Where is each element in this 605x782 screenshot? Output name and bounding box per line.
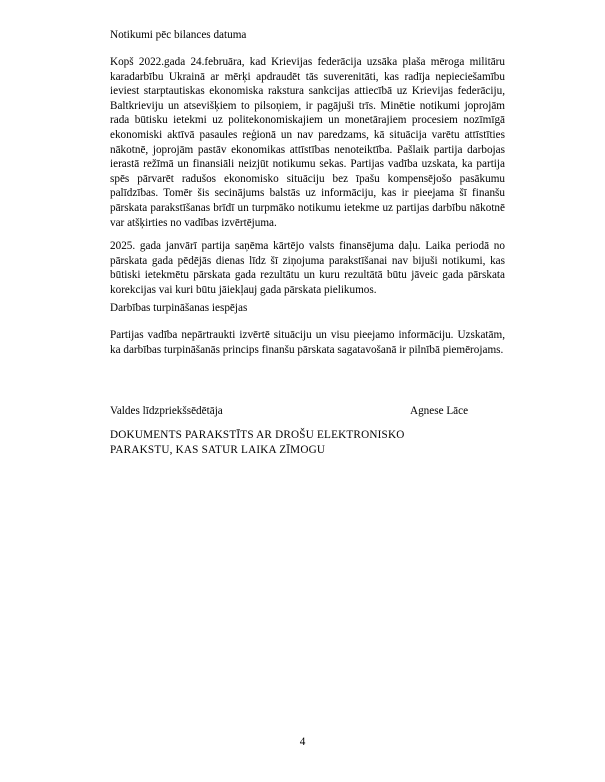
page-number: 4 — [299, 736, 306, 748]
events-paragraph-1: Kopš 2022.gada 24.februāra, kad Krievijas federācija uzsāka plaša mēroga militāru karadarbību Ukrainā ar mērķi apdraudēt tās suverenitāti, kas radīja nepieciešamību ieviest starptautiskas ekonomiska rakstura sankcijas attiecībā uz Krievijas federāciju, Baltkrieviju un atsevišķiem to pilsoņiem, ir pagājuši trīs. Minētie notikumi joprojām rada būtisku ietekmi uz politekonomiskajiem un monetārajiem procesiem nozīmīgā ekonomiski aktīvā pasaules reģionā un nav paredzams, kā situācija varētu attīstīties nākotnē, joprojām pastāv ekonomikas attīstības nenoteiktība. Pašlaik partija darbojas ierastā režīmā un finansiāli neizjūt notikumu sekas. Partijas vadība uzskata, ka partija spēs pārvarēt radušos ekonomisko situāciju bez īpašu kompensējošo pasākumu palīdzības. Tomēr šis secinājums balstās uz informāciju, kas ir pieejama šī finanšu pārskata parakstīšanas brīdī un turpmāko notikumu ietekme uz partijas darbību nākotnē var atšķirties no vadības izvērtējuma. — [110, 56, 505, 229]
signatory-name: Agnese Lāce — [410, 405, 469, 417]
events-after-balance-heading: Notikumi pēc bilances datuma — [110, 29, 247, 41]
electronic-signature-notice-line-2: PARAKSTU, KAS SATUR LAIKA ZĪMOGU — [110, 444, 326, 456]
electronic-signature-notice — [110, 428, 420, 458]
going-concern-paragraph: Partijas vadība nepārtraukti izvērtē situāciju un visu pieejamo informāciju. Uzskatām, ka darbības turpināšanās princips finanšu pārskata sagatavošanā ir pilnībā piemērojams. — [110, 329, 505, 356]
signatory-title: Valdes līdzpriekšsēdētāja — [110, 405, 223, 417]
events-paragraph-2: 2025. gada janvārī partija saņēma kārtējo valsts finansējuma daļu. Laika periodā no pārskata gada pēdējās dienas līdz šī ziņojuma parakstīšanai nav bijuši notikumi, kas būtiski ietekmētu pārskata gada rezultātu un kuru rezultātā būtu jāveic gada pārskata korekcijas vai kuri būtu jāiekļauj gada pārskata pielikumos. — [110, 240, 505, 296]
electronic-signature-notice-line-1: DOKUMENTS PARAKSTĪTS AR DROŠU ELEKTRONISKO — [110, 429, 405, 441]
going-concern-heading: Darbības turpināšanas iespējas — [110, 302, 248, 314]
